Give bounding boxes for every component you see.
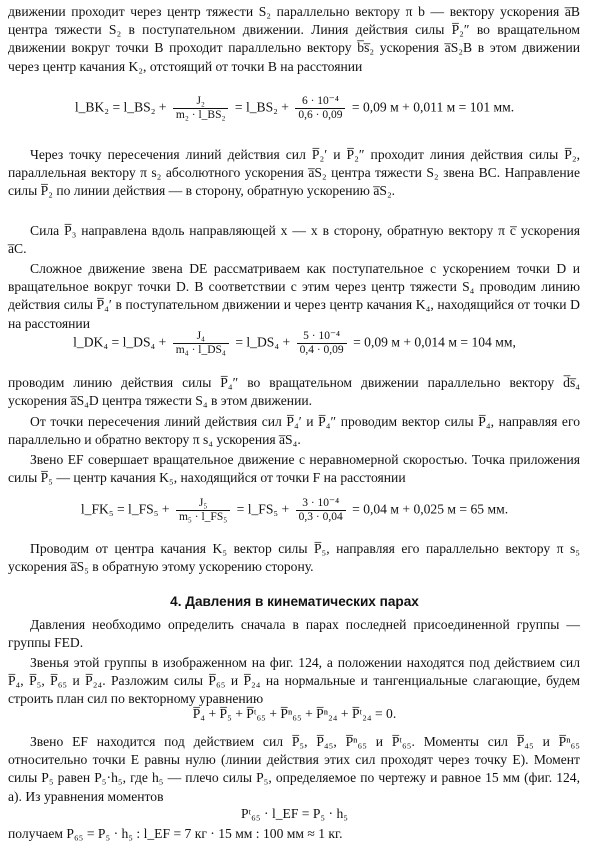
eq2-mid: = l_DS₄ + <box>235 334 291 350</box>
eq1-fraction-2 <box>295 95 345 122</box>
equation-dk4 <box>0 330 589 357</box>
paragraph-1: движении проходит через центр тяжести S₂ параллельно вектору π b — вектору ускорения a̅B центра тяжести S₂ в поступательном движении. Линия действия силы P̅₂″ во вращательном движении вокруг точки B проходит параллельно вектору b̅s̅₂ ускорения a̅S₂B в этом движении через центр качания K₂, отстоящий от точки B на расстоянии <box>8 4 580 74</box>
equation-result: получаем P₆₅ = P₅ · h₅ : l_EF = 7 кг · 15 мм : 100 мм ≈ 1 кг. <box>8 826 343 841</box>
paragraph-6: От точки пересечения линий действия сил P̅₄′ и P̅₄″ проводим вектор силы P̅₄, направляя его параллельно и обратно вектору π s₄ ускорения a̅S₄. <box>8 414 580 448</box>
paragraph-9: Давления необходимо определить сначала в парах последней присоединенной группы — группы FED. <box>8 617 580 651</box>
paragraph-3: Сила P̅₃ направлена вдоль направляющей x — x в сторону, обратную вектору π c̅ ускорения a̅C. <box>8 223 580 257</box>
paragraph-8: Проводим от центра качания K₅ вектор силы P̅₅, направляя его параллельно вектору π s₅ ускорения a̅S₅ в обратную этому ускорению сторону. <box>8 541 580 575</box>
eq1-right: = 0,09 м + 0,011 м = 101 мм. <box>351 99 515 115</box>
eq3-frac1-den: m₅ · l_FS₅ <box>178 511 228 523</box>
eq2-frac2-den: 0,4 · 0,09 <box>299 344 344 356</box>
eq2-left: l_DK₄ = l_DS₄ + <box>73 334 167 350</box>
eq3-left: l_FK₅ = l_FS₅ + <box>80 501 170 517</box>
section-heading: 4. Давления в кинематических парах <box>170 594 419 609</box>
eq3-mid: = l_FS₅ + <box>236 501 290 517</box>
eq1-frac2-num: 6 · 10⁻⁴ <box>295 95 345 109</box>
eq3-right: = 0,04 м + 0,025 м = 65 мм. <box>352 501 509 517</box>
paragraph-11: Звено EF находится под действием сил P̅₅, P̅₄₅, P̅ⁿ₆₅ и P̅ᵗ₆₅. Моменты сил P̅₄₅ и P̅ⁿ₆₅ относительно точки E равны нулю (линии действия этих сил проходят через точку E). Момент силы P₅ равен P₅·h₅, где h₅ — плечо силы P₅, определяемое по чертежу и равное 15 мм (фиг. 124, a). Из уравнения моментов <box>8 734 580 804</box>
eq2-fraction-1 <box>173 330 229 357</box>
eq1-mid: = l_BS₂ + <box>234 99 289 115</box>
eq1-frac1-num: J₂ <box>173 95 229 109</box>
eq2-frac1-den: m₄ · l_DS₄ <box>175 344 226 356</box>
eq2-right: = 0,09 м + 0,014 м = 104 мм, <box>353 334 516 350</box>
eq1-left: l_BK₂ = l_BS₂ + <box>74 99 167 115</box>
paragraph-5: проводим линию действия силы P̅₄″ во вращательном движении параллельно вектору d̅s̅₄ ускорения a̅S₄D центра тяжести S₄ в этом движении. <box>8 375 580 409</box>
eq3-frac2-num: 3 · 10⁻⁴ <box>296 497 346 511</box>
eq2-frac2-num: 5 · 10⁻⁴ <box>297 330 347 344</box>
eq2-fraction-2 <box>297 330 347 357</box>
eq3-frac1-num: J₅ <box>176 497 230 511</box>
paragraph-7: Звено EF совершает вращательное движение с неравномерной скоростью. Точка приложения силы P̅₅ — центр качания K₅, находящийся от точки F на расстоянии <box>8 452 580 486</box>
equation-vector-sum: P̅₄ + P̅₅ + P̅ᵗ₆₅ + P̅ⁿ₆₅ + P̅ⁿ₂₄ + P̅ᵗ₂₄ = 0. <box>192 706 397 721</box>
equation-moments: Pᵗ₆₅ · l_EF = P₅ · h₅ <box>240 806 349 821</box>
eq1-fraction-1 <box>173 95 229 122</box>
eq3-fraction-1 <box>176 497 230 524</box>
eq3-frac2-den: 0,3 · 0,04 <box>298 511 343 523</box>
equation-bk2 <box>0 95 589 122</box>
paragraph-4: Сложное движение звена DE рассматриваем как поступательное с ускорением точки D и вращательное вокруг точки D. В соответствии с этим через центр тяжести S₄ проводим линию действия силы P̅₄′ в поступательном движении и через центр качания K₄, находящийся от точки D на расстоянии <box>8 261 580 331</box>
eq3-fraction-2 <box>296 497 346 524</box>
paragraph-10: Звенья этой группы в изображенном на фиг. 124, a положении находятся под действием сил P̅₄, P̅₅, P̅₆₅ и P̅₂₄. Разложим силы P̅₆₅ и P̅₂₄ на нормальные и тангенциальные слагающие, будем строить план сил по векторному уравнению <box>8 655 580 707</box>
eq2-frac1-num: J₄ <box>173 330 229 344</box>
paragraph-2: Через точку пересечения линий действия сил P̅₂′ и P̅₂″ проходит линия действия силы P̅₂, параллельная вектору π s₂ абсолютного ускорения a̅S₂ центра тяжести S₂ звена BC. Направление силы P̅₂ по линии действия — в сторону, обратную ускорению a̅S₂. <box>8 147 580 199</box>
equation-fk5 <box>0 497 589 524</box>
eq1-frac1-den: m₂ · l_BS₂ <box>175 109 226 121</box>
eq1-frac2-den: 0,6 · 0,09 <box>298 109 343 121</box>
